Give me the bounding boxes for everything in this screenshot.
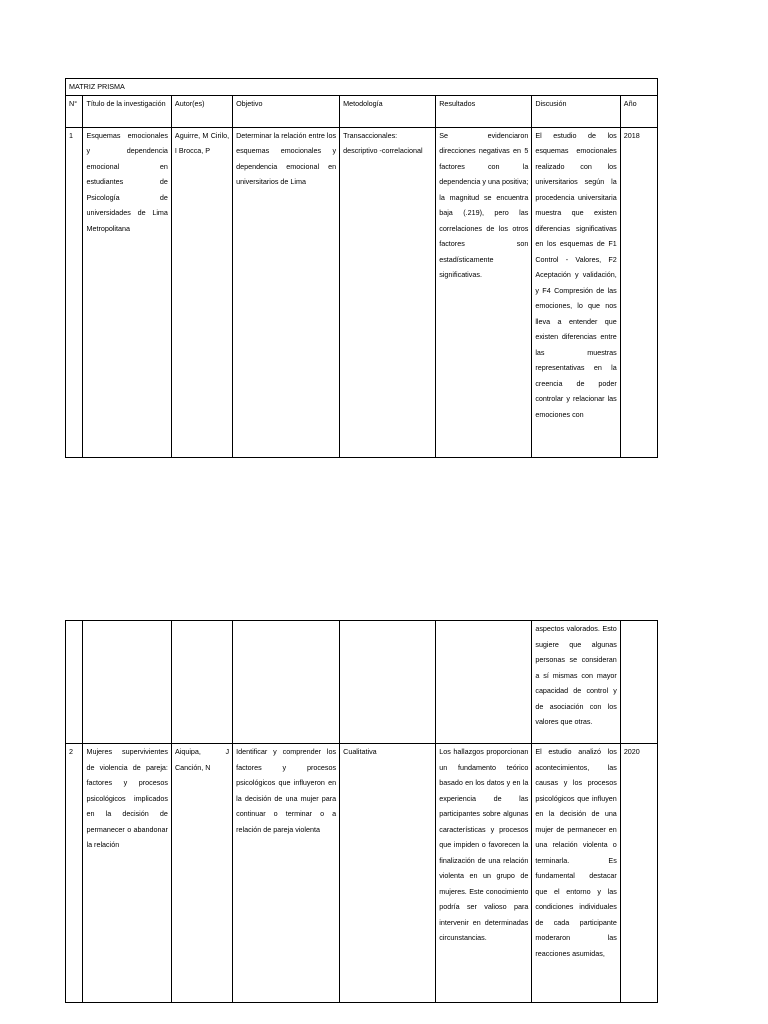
header-objective: Objetivo xyxy=(233,95,340,127)
table-row xyxy=(66,744,658,1003)
matrix-title: MATRIZ PRISMA xyxy=(66,79,658,96)
header-discussion: Discusión xyxy=(532,95,620,127)
row-objective: Determinar la relación entre los esquemas emocionales y dependencia emocional en universitarios de Lima xyxy=(233,127,340,457)
prisma-matrix-table-page-1 xyxy=(65,78,658,458)
row-objective xyxy=(233,621,340,744)
row-results: Se evidenciaron direcciones negativas en 5 factores con la dependencia y una positiva; la magnitud se encuentra baja (.219), pero las correlaciones de los otros factores son estadísticamente significativas. xyxy=(436,127,532,457)
header-number: N° xyxy=(66,95,83,127)
row-authors: Aiquipa, J Canción, N xyxy=(171,744,232,1003)
row-discussion-text: El estudio de los esquemas emocionales realizado con los universitarios según la procedencia universitaria muestra que existen diferencias significativas en los esquemas de F1 Control - Valores, F2 Aceptación y validación, y F4 Compresión de las emociones, lo que nos lleva a entender que existen diferencias entre las muestras representativas en la creencia de poder controlar y relacionar las emociones con xyxy=(535,130,617,419)
header-authors: Autor(es) xyxy=(171,95,232,127)
row-results xyxy=(436,621,532,744)
table-row xyxy=(66,127,658,457)
row-methodology: Transaccionales: descriptivo -correlacional xyxy=(340,127,436,457)
row-results: Los hallazgos proporcionan un fundamento teórico basado en los datos y en la experiencia de las participantes sobre algunas características y procesos que impiden o favorecen la finalización de una relación violenta en un grupo de mujeres. Este conocimiento podría ser valioso para intervenir en determinadas circunstancias. xyxy=(436,744,532,1003)
row-title: Esquemas emocionales y dependencia emocional en estudiantes de Psicología de universidades de Lima Metropolitana xyxy=(83,127,171,457)
row-number xyxy=(66,621,83,744)
header-results: Resultados xyxy=(436,95,532,127)
row-title xyxy=(83,621,171,744)
header-methodology: Metodología xyxy=(340,95,436,127)
row-discussion: El estudio analizó los acontecimientos, las causas y los procesos psicológicos que influyen en la decisión de una mujer de permanecer en una relación violenta o terminarla. Es fundamental destacar que el entorno y las condiciones individuales de cada participante moderaron las reacciones asumidas, xyxy=(532,744,620,1003)
header-title: Título de la investigación xyxy=(83,95,171,127)
row-number: 1 xyxy=(66,127,83,457)
row-authors: Aguirre, M Cirilo, I Brocca, P xyxy=(171,127,232,457)
row-discussion-continued: aspectos valorados. Esto sugiere que algunas personas se consideran a sí mismas con mayor capacidad de control y de asociación con los valores que otras. xyxy=(532,621,620,744)
row-objective: Identificar y comprender los factores y procesos psicológicos que influyeron en la decisión de una mujer para continuar o terminar o a relación de pareja violenta xyxy=(233,744,340,1003)
row-methodology xyxy=(340,621,436,744)
row-number: 2 xyxy=(66,744,83,1003)
row-year: 2018 xyxy=(620,127,657,457)
row-authors xyxy=(171,621,232,744)
row-discussion xyxy=(532,127,620,457)
header-row xyxy=(66,95,658,127)
table-row-continued xyxy=(66,621,658,744)
row-title: Mujeres supervivientes de violencia de pareja: factores y procesos psicológicos implicados en la decisión de permanecer o abandonar la relación xyxy=(83,744,171,1003)
header-year: Año xyxy=(620,95,657,127)
matrix-title-row xyxy=(66,79,658,96)
row-year xyxy=(620,621,657,744)
row-year: 2020 xyxy=(620,744,657,1003)
row-methodology: Cualitativa xyxy=(340,744,436,1003)
prisma-matrix-table-page-2 xyxy=(65,620,658,1003)
